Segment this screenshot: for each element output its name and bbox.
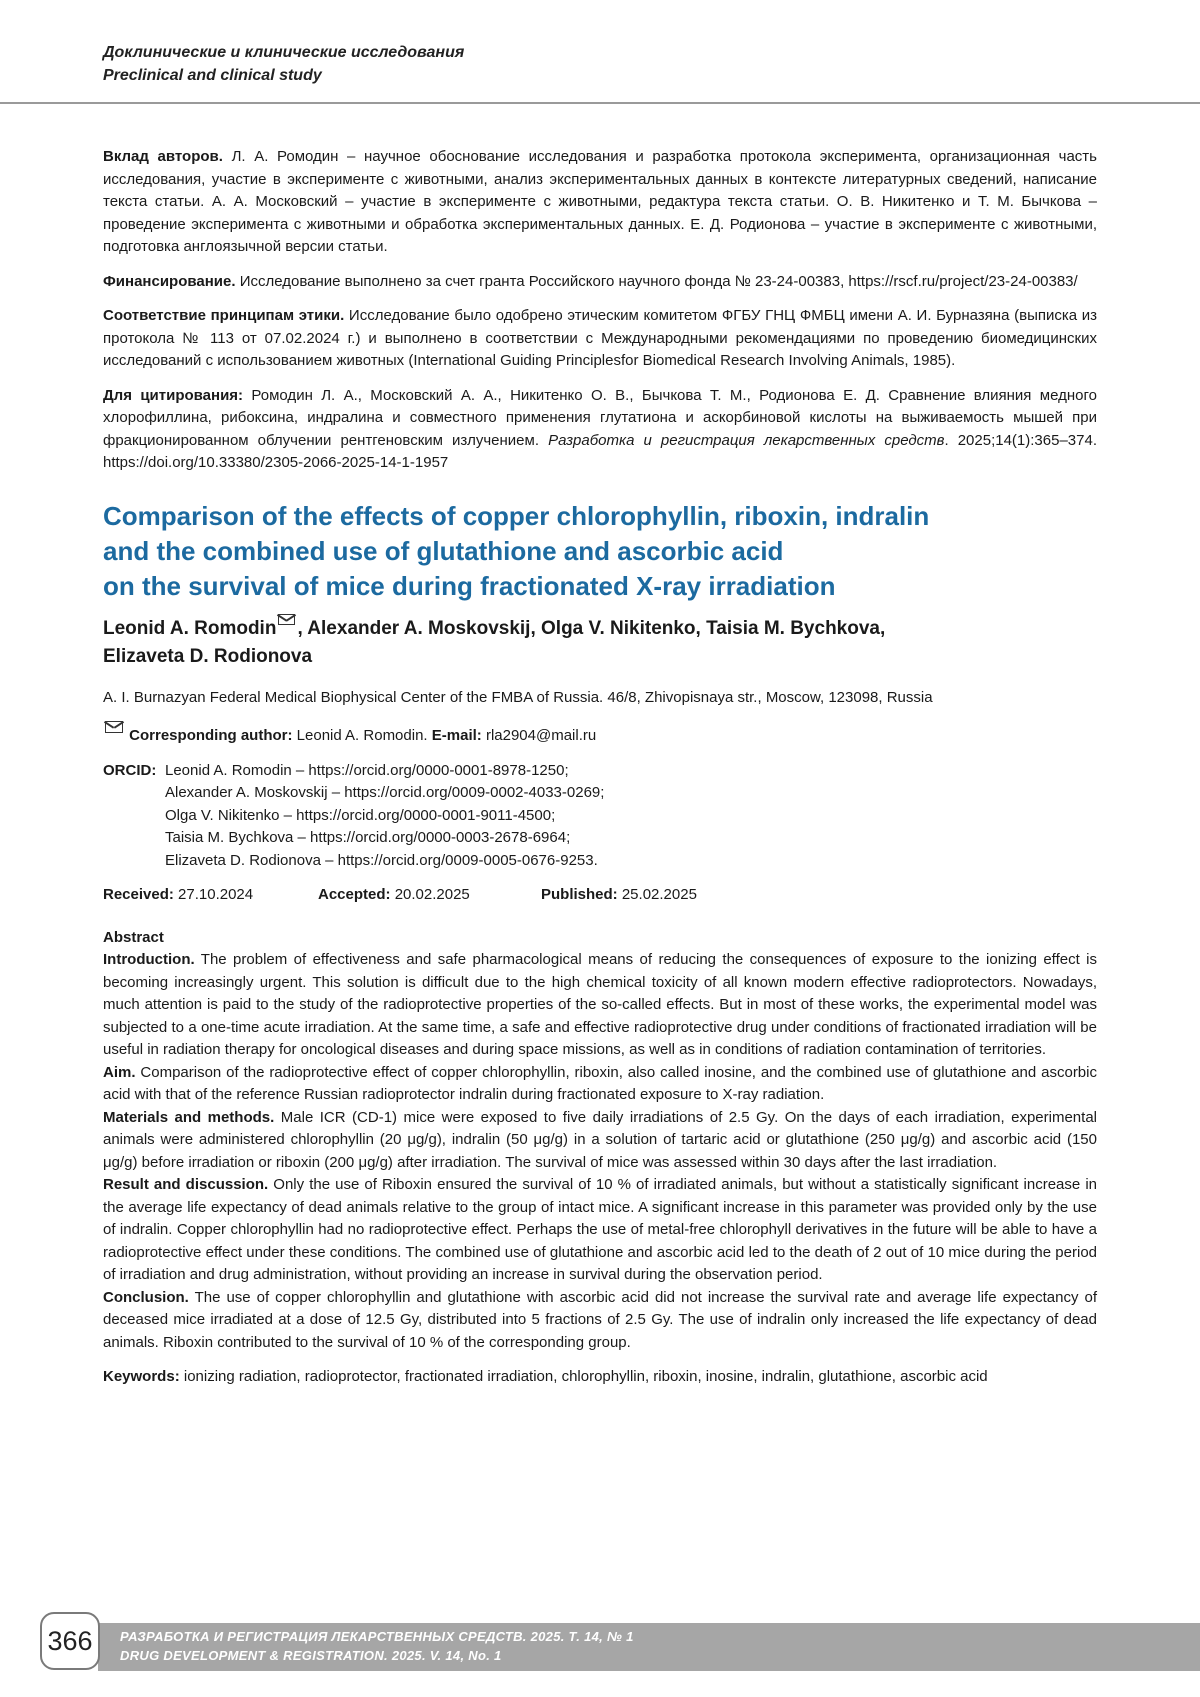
citation-label: Для цитирования: <box>103 386 244 404</box>
title-line: on the survival of mice during fractionated X-ray irradiation <box>103 570 836 601</box>
author-first: Leonid A. Romodin <box>103 617 277 639</box>
section-label: Aim. <box>103 1063 136 1081</box>
publication-dates <box>103 884 1097 907</box>
published-label: Published: <box>541 886 618 903</box>
email-label: E-mail: <box>431 727 482 744</box>
orcid-entry[interactable]: Alexander A. Moskovskij – https://orcid.org/0009-0002-4033-0269; <box>165 784 605 801</box>
orcid-entry[interactable]: Taisia M. Bychkova – https://orcid.org/0000-0003-2678-6964; <box>165 829 571 846</box>
orcid-label: ORCID: <box>103 761 157 779</box>
article-body <box>103 146 1097 1389</box>
section-label: Materials and methods. <box>103 1108 275 1126</box>
page-number: 366 <box>40 1612 100 1670</box>
orcid-list <box>165 760 604 873</box>
author-list <box>103 614 1097 671</box>
title-line: and the combined use of glutathione and ascorbic acid <box>103 535 784 566</box>
authors-line2: Elizaveta D. Rodionova <box>103 645 313 667</box>
ethics <box>103 305 1097 373</box>
abstract-aim <box>103 1062 1097 1107</box>
corresponding-author <box>103 721 1097 748</box>
funding-text: Исследование выполнено за счет гранта Российского научного фонда № 23-24-00383, https://rscf.ru/project/23-24-00383/ <box>235 272 1078 290</box>
received-value: 27.10.2024 <box>173 886 254 903</box>
running-header-ru: Доклинические и клинические исследования <box>103 44 465 61</box>
footer-journal-ru: РАЗРАБОТКА И РЕГИСТРАЦИЯ ЛЕКАРСТВЕННЫХ СРЕДСТВ. 2025. Т. 14, № 1 <box>120 1629 634 1644</box>
footer-bar <box>98 1623 1200 1671</box>
funding <box>103 271 1097 294</box>
orcid-entry[interactable]: Leonid A. Romodin – https://orcid.org/0000-0001-8978-1250; <box>165 761 569 779</box>
section-text: Only the use of Riboxin ensured the survival of 10 % of irradiated animals, but without a statistically significant increase in the average life expectancy of dead animals relative to the group of intact mice. A significant increase in this parameter was provided only by the use of indralin. Copper chlorophyllin had no radioprotective effect. Perhaps the use of metal-free chlorophyll derivatives in the future will be able to have a radioprotective effect under these conditions. The combined use of glutathione and ascorbic acid led to the death of 2 out of 10 mice during the period of irradiation and drug administration, without providing an increase in survival during the observation period. <box>103 1176 1097 1283</box>
orcid-entry[interactable]: Olga V. Nikitenko – https://orcid.org/0000-0001-9011-4500; <box>165 806 556 824</box>
email-address[interactable]: rla2904@mail.ru <box>481 727 597 744</box>
contributions-label: Вклад авторов. <box>103 148 223 165</box>
corresponding-label: Corresponding author: <box>129 727 293 744</box>
running-header-en: Preclinical and clinical study <box>103 67 322 84</box>
section-label: Result and discussion. <box>103 1176 269 1193</box>
keywords-label: Keywords: <box>103 1368 180 1385</box>
citation-text: Ромодин Л. А., Московский А. А., Никитенко О. В., Бычкова Т. М., Родионова Е. Д. Сравнение влияния медного хлорофиллина, рибоксина, индралина и совместного применения глутатиона и аскорбиновой кислоты на выживаемость мышей при фракционированном облучении рентгеновским излучением. <box>103 386 1097 449</box>
envelope-icon <box>105 721 123 733</box>
received-label: Received: <box>103 886 174 903</box>
title-line: Comparison of the effects of copper chlorophyllin, riboxin, indralin <box>103 500 930 531</box>
accepted-date <box>318 884 541 907</box>
authors-rest: , Alexander A. Moskovskij, Olga V. Nikitenko, Taisia M. Bychkova, <box>297 617 886 639</box>
citation-tail: . 2025;14(1):365–374. https://doi.org/10.33380/2305-2066-2025-14-1-1957 <box>103 431 1097 471</box>
corresponding-name: Leonid A. Romodin. <box>292 727 432 744</box>
published-date <box>541 884 697 907</box>
affiliation: A. I. Burnazyan Federal Medical Biophysical Center of the FMBA of Russia. 46/8, Zhivopisnaya str., Moscow, 123098, Russia <box>103 688 933 706</box>
citation-journal: Разработка и регистрация лекарственных средств <box>548 431 945 449</box>
orcid-entry[interactable]: Elizaveta D. Rodionova – https://orcid.org/0009-0005-0676-9253. <box>165 851 598 869</box>
orcid-block <box>103 760 1097 873</box>
abstract-heading: Abstract <box>103 928 164 946</box>
keywords-text: ionizing radiation, radioprotector, fractionated irradiation, chlorophyllin, riboxin, inosine, indralin, glutathione, ascorbic acid <box>179 1368 988 1385</box>
section-text: The problem of effectiveness and safe pharmacological means of reducing the consequences of exposure to the ionizing effect is becoming increasingly urgent. This solution is difficult due to the high chemical toxicity of all known modern effective radioprotectors. Nowadays, much attention is paid to the study of the radioprotective properties of the so-called effects. But in most of these works, the experimental model was subjected to a one-time acute irradiation. At the same time, a safe and effective radioprotective drug under conditions of fractionated irradiation will be useful in radiation therapy for oncological diseases and during space missions, as well as in conditions of radiation contamination of territories. <box>103 951 1097 1058</box>
abstract <box>103 949 1097 1354</box>
abstract-methods <box>103 1107 1097 1175</box>
accepted-label: Accepted: <box>318 886 391 903</box>
section-text: The use of copper chlorophyllin and glutathione with ascorbic acid did not increase the survival rate and average life expectancy of deceased mice irradiated at a dose of 12.5 Gy, distributed into 5 fractions of 2.5 Gy. The use of indralin only increased the life expectancy of dead animals. Riboxin contributed to the survival of 10 % of the corresponding group. <box>103 1288 1097 1351</box>
article-title <box>103 499 1097 604</box>
section-label: Introduction. <box>103 951 195 968</box>
section-text: Male ICR (CD-1) mice were exposed to five daily irradiations of 2.5 Gy. On the days of each irradiation, experimental animals were administered chlorophyllin (20 μg/g), indralin (50 μg/g) in a solution of tartaric acid or glutathione (250 μg/g) and ascorbic acid (150 μg/g) before irradiation or riboxin (200 μg/g) after irradiation. The survival of mice was assessed within 30 days after the last irradiation. <box>103 1108 1097 1171</box>
received-date <box>103 884 318 907</box>
abstract-conclusion <box>103 1287 1097 1355</box>
citation <box>103 385 1097 475</box>
abstract-introduction <box>103 949 1097 1062</box>
section-label: Conclusion. <box>103 1288 189 1306</box>
abstract-results <box>103 1174 1097 1287</box>
ethics-text: Исследование было одобрено этическим комитетом ФГБУ ГНЦ ФМБЦ имени А. И. Бурназяна (выписка из протокола № 113 от 07.02.2024 г.) и выполнено в соответствии с Международными рекомендациями по проведению биомедицинских исследований с использованием животных (International Guiding Principlesfor Biomedical Research Involving Animals, 1985). <box>103 307 1098 369</box>
footer-journal-en: DRUG DEVELOPMENT & REGISTRATION. 2025. V. 14, No. 1 <box>120 1648 502 1663</box>
keywords <box>103 1366 1097 1389</box>
section-text: Comparison of the radioprotective effect of copper chlorophyllin, riboxin, also called inosine, and the combined use of glutathione and ascorbic acid with that of the reference Russian radioprotector indralin during fractionated exposure to X-ray radiation. <box>103 1063 1097 1103</box>
ethics-label: Соответствие принципам этики. <box>103 307 345 324</box>
published-value: 25.02.2025 <box>617 886 697 903</box>
author-contributions <box>103 146 1097 259</box>
envelope-icon <box>278 614 295 625</box>
accepted-value: 20.02.2025 <box>390 886 470 903</box>
funding-label: Финансирование. <box>103 272 236 290</box>
running-header <box>0 0 1200 104</box>
contributions-text: Л. А. Ромодин – научное обоснование исследования и разработка протокола эксперимента, организационная часть исследования, участие в эксперименте с животными, анализ экспериментальных данных в контексте литературных сведений, написание текста статьи. А. А. Московский – участие в эксперименте с животными, редактура текста статьи. О. В. Никитенко и Т. М. Бычкова – проведение эксперимента с животными и обработка экспериментальных данных. Е. Д. Родионова – участие в эксперименте с животными, подготовка англоязычной версии статьи. <box>103 148 1097 255</box>
